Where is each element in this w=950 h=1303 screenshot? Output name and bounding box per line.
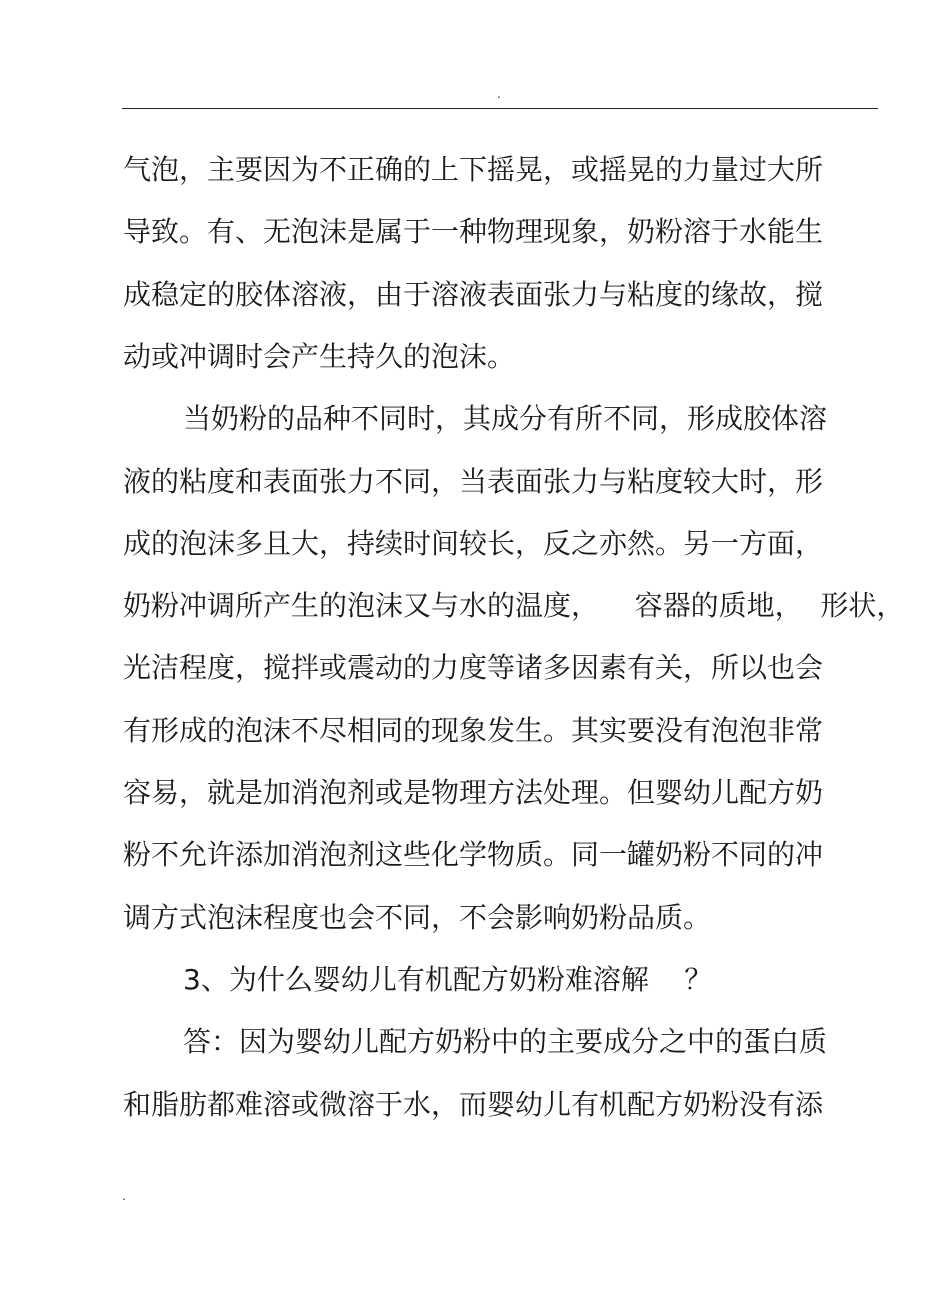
- footer-dot: .: [122, 1189, 126, 1203]
- text-line: 光洁程度，搅拌或震动的力度等诸多因素有关，所以也会: [123, 651, 824, 684]
- text-line: 调方式泡沫程度也会不同，不会影响奶粉品质。: [123, 901, 712, 934]
- header-dot: .: [497, 87, 501, 101]
- paragraph-first-line: 当奶粉的品种不同时，其成分有所不同，形成胶体溶: [183, 402, 828, 435]
- question-heading: 3、为什么婴幼儿有机配方奶粉难溶解 ？: [183, 963, 713, 996]
- text-line: 奶粉冲调所产生的泡沫又与水的温度， 容器的质地， 形状，: [123, 589, 905, 622]
- header-rule: [122, 108, 878, 109]
- text-line: 成稳定的胶体溶液，由于溶液表面张力与粘度的缘故，搅: [123, 278, 824, 311]
- text-line: 有形成的泡沫不尽相同的现象发生。其实要没有泡泡非常: [123, 714, 824, 747]
- text-line: 成的泡沫多且大，持续时间较长，反之亦然。另一方面，: [123, 527, 824, 560]
- text-line: 导致。有、无泡沫是属于一种物理现象，奶粉溶于水能生: [123, 215, 824, 248]
- text-line: 动或冲调时会产生持久的泡沫。: [123, 340, 516, 373]
- text-line: 和脂肪都难溶或微溶于水，而婴幼儿有机配方奶粉没有添: [123, 1088, 824, 1121]
- text-line: 气泡，主要因为不正确的上下摇晃，或摇晃的力量过大所: [123, 153, 824, 186]
- text-line: 粉不允许添加消泡剂这些化学物质。同一罐奶粉不同的冲: [123, 838, 824, 871]
- text-line: 容易，就是加消泡剂或是物理方法处理。但婴幼儿配方奶: [123, 776, 824, 809]
- answer-first-line: 答：因为婴幼儿配方奶粉中的主要成分之中的蛋白质: [183, 1025, 828, 1058]
- text-line: 液的粘度和表面张力不同，当表面张力与粘度较大时，形: [123, 465, 824, 498]
